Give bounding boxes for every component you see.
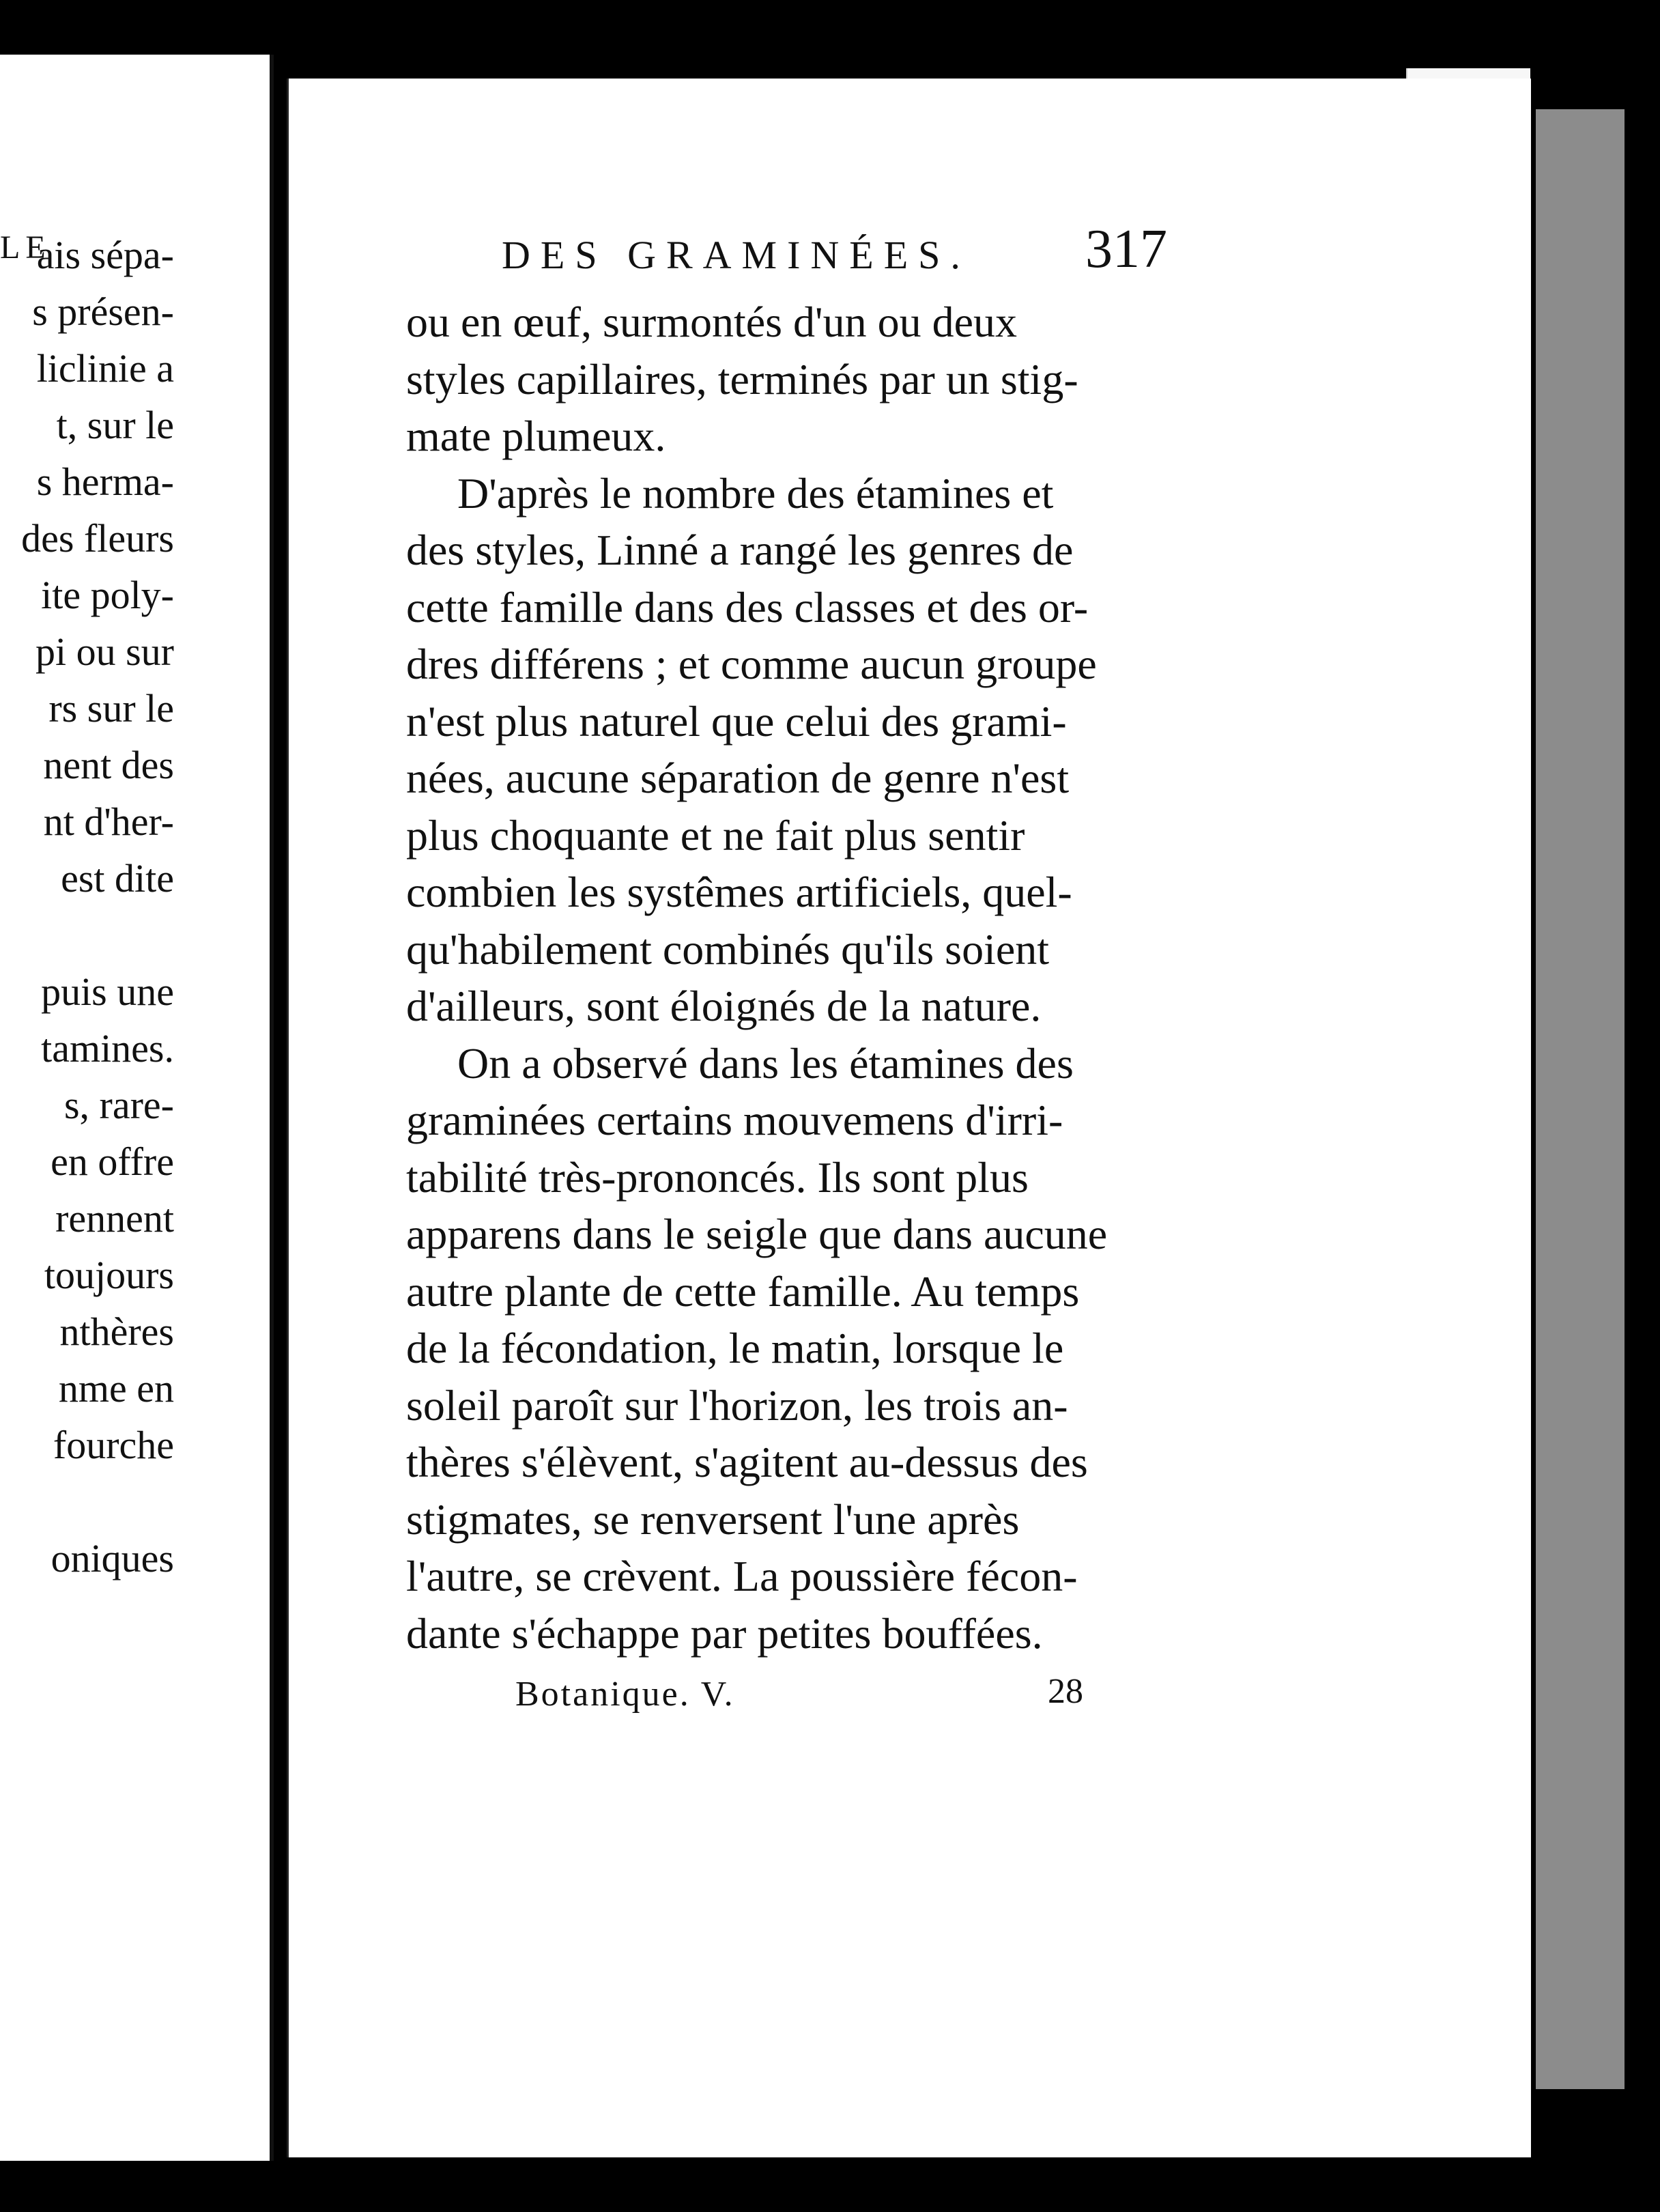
blank-line xyxy=(0,1473,270,1530)
left-page-text xyxy=(0,227,270,1587)
text-line: liclinie a xyxy=(36,346,174,391)
text-line: graminées certains mouvemens d'irri- xyxy=(406,1096,1063,1144)
text-line: soleil paroît sur l'horizon, les trois an- xyxy=(406,1380,1068,1430)
text-line: tabilité très-prononcés. Ils sont plus xyxy=(406,1152,1029,1202)
text-line: s herma- xyxy=(36,459,174,504)
text-line: des fleurs xyxy=(21,516,174,561)
paragraph-first-line: On a observé dans les étamines des xyxy=(457,1038,1074,1088)
left-page xyxy=(0,55,274,2161)
text-line: ite poly- xyxy=(41,573,174,617)
text-line: nt d'her- xyxy=(43,799,174,844)
text-line: tamines. xyxy=(41,1026,174,1070)
text-line: thères s'élèvent, s'agitent au-dessus des xyxy=(406,1438,1088,1486)
text-line: en offre xyxy=(51,1139,174,1184)
signature-number: 28 xyxy=(1048,1672,1083,1711)
text-line: s, rare- xyxy=(63,1083,174,1127)
page-body-text xyxy=(406,294,1205,1662)
paragraph-first-line: D'après le nombre des étamines et xyxy=(457,468,1054,517)
text-line: dante s'échappe par petites bouffées. xyxy=(406,1608,1043,1658)
text-line: mate plumeux. xyxy=(406,412,666,460)
book-edge-strip xyxy=(1536,109,1625,2089)
text-line: plus choquante et ne fait plus sentir xyxy=(406,810,1025,860)
text-line: ou en œuf, surmontés d'un ou deux xyxy=(406,298,1017,346)
text-line: ais sépa- xyxy=(36,233,174,277)
text-line: rs sur le xyxy=(48,686,174,731)
text-line: autre plante de cette famille. Au temps xyxy=(406,1266,1080,1316)
text-line: combien les systêmes artificiels, quel- xyxy=(406,868,1072,916)
text-line: apparens dans le seigle que dans aucune xyxy=(406,1210,1108,1258)
text-line: nme en xyxy=(58,1366,174,1410)
text-line: rennent xyxy=(55,1196,174,1240)
text-line: nées, aucune séparation de genre n'est xyxy=(406,754,1070,802)
text-line: dres différens ; et comme aucun groupe xyxy=(406,640,1097,688)
left-running-head: LE xyxy=(0,229,51,266)
text-line: des styles, Linné a rangé les genres de xyxy=(406,526,1074,574)
text-line: t, sur le xyxy=(56,403,174,447)
blank-line xyxy=(0,907,270,963)
text-line: nent des xyxy=(43,743,174,787)
text-line: puis une xyxy=(41,969,174,1014)
text-line: fourche xyxy=(53,1423,174,1467)
text-line: stigmates, se renversent l'une après xyxy=(406,1494,1020,1544)
running-head: DES GRAMINÉES. xyxy=(502,233,971,277)
text-line: s présen- xyxy=(32,289,174,334)
text-line: l'autre, se crèvent. La poussière fécon- xyxy=(406,1552,1078,1600)
page-number: 317 xyxy=(1085,219,1167,279)
text-line: d'ailleurs, sont éloignés de la nature. xyxy=(406,982,1042,1030)
text-line: n'est plus naturel que celui des grami- xyxy=(406,696,1067,746)
signature-mark: Botanique. V. xyxy=(515,1675,735,1714)
text-line: qu'habilement combinés qu'ils soient xyxy=(406,924,1050,974)
text-line: est dite xyxy=(61,856,174,901)
text-line: oniques xyxy=(51,1536,174,1580)
text-line: styles capillaires, terminés par un stig- xyxy=(406,354,1078,403)
text-line: pi ou sur xyxy=(35,629,174,674)
text-line: toujours xyxy=(44,1253,174,1297)
text-line: cette famille dans des classes et des or- xyxy=(406,582,1089,632)
text-line: nthères xyxy=(59,1309,174,1354)
text-line: de la fécondation, le matin, lorsque le xyxy=(406,1324,1064,1372)
